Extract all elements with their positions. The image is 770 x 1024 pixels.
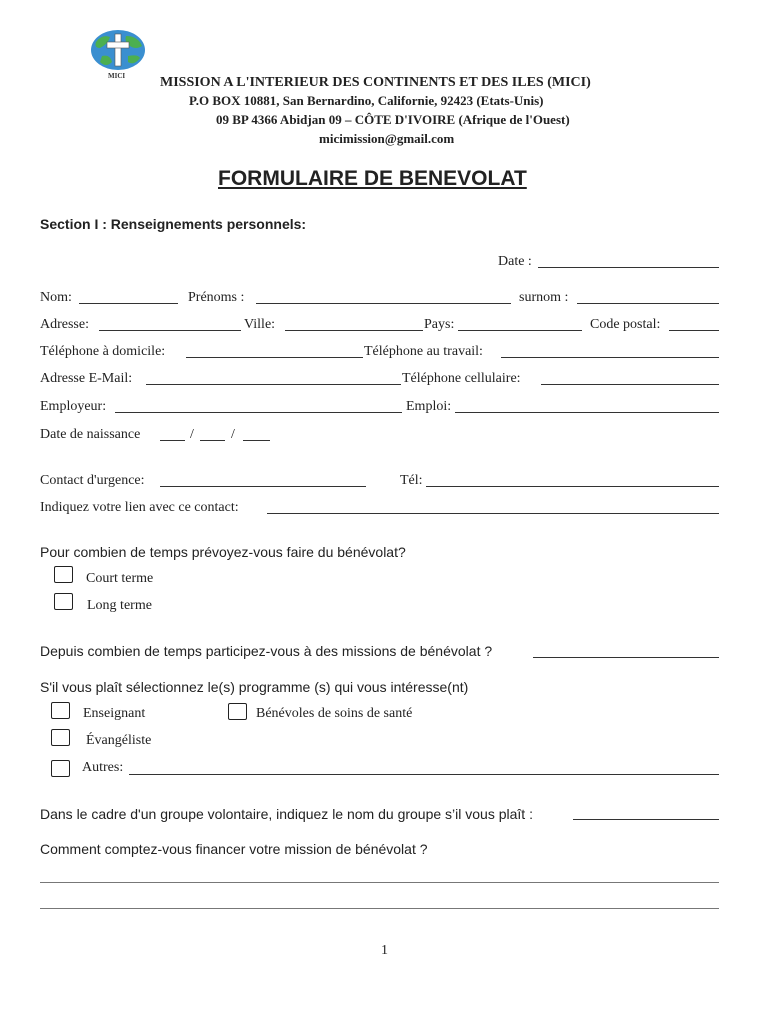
nom-field[interactable] (79, 303, 178, 304)
page-number: 1 (381, 943, 388, 958)
ville-label: Ville: (244, 317, 276, 332)
tel-travail-field[interactable] (501, 357, 719, 358)
duree-question: Pour combien de temps prévoyez-vous faire du bénévolat? (40, 544, 406, 560)
lien-field[interactable] (267, 513, 719, 514)
emploi-field[interactable] (455, 412, 719, 413)
groupe-field[interactable] (573, 819, 719, 820)
naissance-label: Date de naissance (40, 427, 141, 442)
benevoles-sante-label: Bénévoles de soins de santé (256, 706, 413, 721)
financer-field-2[interactable] (40, 908, 719, 909)
ville-field[interactable] (285, 330, 423, 331)
surnom-label: surnom : (519, 290, 569, 305)
naissance-day-field[interactable] (160, 440, 185, 441)
naissance-slash-2: / (231, 427, 235, 442)
financer-field-1[interactable] (40, 882, 719, 883)
prenoms-label: Prénoms : (188, 290, 245, 305)
employeur-field[interactable] (115, 412, 402, 413)
date-label: Date : (498, 254, 532, 269)
tel-cell-label: Téléphone cellulaire: (402, 371, 521, 386)
depuis-field[interactable] (533, 657, 719, 658)
benevoles-sante-checkbox[interactable] (228, 703, 247, 720)
tel-label: Tél: (400, 473, 423, 488)
tel-domicile-field[interactable] (186, 357, 363, 358)
tel-domicile-label: Téléphone à domicile: (40, 344, 166, 359)
enseignant-checkbox[interactable] (51, 702, 70, 719)
employeur-label: Employeur: (40, 399, 107, 414)
naissance-month-field[interactable] (200, 440, 225, 441)
logo-text: MICI (108, 72, 126, 80)
groupe-question: Dans le cadre d'un groupe volontaire, indiquez le nom du groupe s’il vous plaît : (40, 806, 533, 822)
tel-travail-label: Téléphone au travail: (364, 344, 483, 359)
email-field[interactable] (146, 384, 401, 385)
evangeliste-checkbox[interactable] (51, 729, 70, 746)
nom-label: Nom: (40, 290, 72, 305)
pays-field[interactable] (458, 330, 582, 331)
prenoms-field[interactable] (256, 303, 511, 304)
page-title: FORMULAIRE DE BENEVOLAT (218, 167, 527, 190)
code-postal-field[interactable] (669, 330, 719, 331)
programme-question: S'il vous plaît sélectionnez le(s) programme (s) qui vous intéresse(nt) (40, 679, 469, 695)
section-heading: Section I : Renseignements personnels: (40, 216, 307, 232)
tel-cell-field[interactable] (541, 384, 719, 385)
email-label: Adresse E-Mail: (40, 371, 133, 386)
org-name: MISSION A L'INTERIEUR DES CONTINENTS ET DES ILES (MICI) (160, 75, 591, 90)
contact-urgence-label: Contact d'urgence: (40, 473, 145, 488)
mici-logo (88, 28, 148, 82)
contact-email: micimission@gmail.com (319, 131, 455, 146)
court-terme-checkbox[interactable] (54, 566, 73, 583)
contact-urgence-field[interactable] (160, 486, 366, 487)
long-terme-checkbox[interactable] (54, 593, 73, 610)
long-terme-label: Long terme (87, 598, 152, 613)
adresse-label: Adresse: (40, 317, 89, 332)
lien-label: Indiquez votre lien avec ce contact: (40, 500, 239, 515)
surnom-field[interactable] (577, 303, 719, 304)
date-field[interactable] (538, 267, 719, 268)
naissance-year-field[interactable] (243, 440, 270, 441)
enseignant-label: Enseignant (83, 706, 146, 721)
naissance-slash-1: / (190, 427, 194, 442)
emploi-label: Emploi: (406, 399, 452, 414)
autres-checkbox[interactable] (51, 760, 70, 777)
depuis-question: Depuis combien de temps participez-vous à des missions de bénévolat ? (40, 643, 493, 659)
address-ci: 09 BP 4366 Abidjan 09 – CÔTE D'IVOIRE (Afrique de l'Ouest) (216, 112, 570, 127)
address-us: P.O BOX 10881, San Bernardino, Californie, 92423 (Etats-Unis) (189, 93, 544, 108)
tel-field[interactable] (426, 486, 719, 487)
autres-label: Autres: (82, 760, 124, 775)
adresse-field[interactable] (99, 330, 241, 331)
evangeliste-label: Évangéliste (86, 733, 152, 748)
financer-question: Comment comptez-vous financer votre mission de bénévolat ? (40, 841, 428, 857)
court-terme-label: Court terme (86, 571, 154, 586)
pays-label: Pays: (424, 317, 455, 332)
code-postal-label: Code postal: (590, 317, 661, 332)
autres-field[interactable] (129, 774, 719, 775)
